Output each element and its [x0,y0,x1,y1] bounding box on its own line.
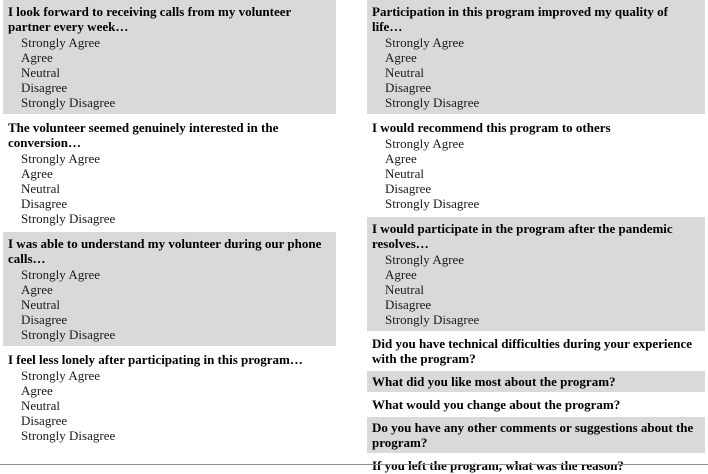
likert-option: Strongly Disagree [385,95,480,110]
question-block [3,232,336,346]
likert-option: Neutral [385,65,424,80]
question-text: Participation in this program improved my quality of life… [372,4,668,34]
likert-option: Agree [21,50,53,65]
likert-option: Neutral [21,181,60,196]
likert-option: Strongly Agree [21,35,101,50]
question-block [367,217,705,331]
likert-options [372,136,699,211]
likert-option: Disagree [21,413,68,428]
question-block [367,394,705,415]
likert-option: Strongly Agree [385,136,465,151]
likert-option: Strongly Disagree [21,95,116,110]
question-text: I would participate in the program after the pandemic resolves… [372,221,673,251]
question-text: I was able to understand my volunteer during our phone calls… [8,236,322,266]
right-column [367,0,705,474]
survey-columns [3,0,705,474]
likert-option: Disagree [385,297,432,312]
likert-option: Agree [21,282,53,297]
likert-option: Strongly Disagree [21,211,116,226]
likert-option: Strongly Agree [385,252,465,267]
likert-option: Neutral [385,282,424,297]
likert-option: Agree [385,267,417,282]
question-text: What did you like most about the program? [372,374,616,389]
likert-option: Strongly Agree [21,368,101,383]
likert-option: Neutral [21,297,60,312]
question-text: I feel less lonely after participating in this program… [8,352,303,367]
likert-option: Strongly Disagree [385,312,480,327]
likert-options [8,368,330,443]
likert-option: Strongly Agree [385,35,465,50]
likert-option: Strongly Agree [21,267,101,282]
question-text: The volunteer seemed genuinely interested in the conversion… [8,120,279,150]
likert-options [8,267,330,342]
likert-option: Agree [385,50,417,65]
likert-option: Strongly Disagree [21,428,116,443]
question-block [367,116,705,215]
question-block [367,371,705,392]
likert-options [372,252,699,327]
question-text: Do you have any other comments or suggestions about the program? [372,420,694,450]
likert-options [8,151,330,226]
question-text: Did you have technical difficulties during your experience with the program? [372,336,693,366]
likert-option: Neutral [21,65,60,80]
likert-options [372,35,699,110]
table-bottom-rule [0,464,708,465]
question-block [367,0,705,114]
likert-option: Neutral [21,398,60,413]
likert-option: Agree [21,166,53,181]
likert-option: Agree [21,383,53,398]
likert-option: Disagree [385,80,432,95]
question-block [367,417,705,453]
likert-option: Strongly Agree [21,151,101,166]
question-block [367,333,705,369]
question-block [3,348,336,447]
likert-option: Agree [385,151,417,166]
question-text: If you left the program, what was the reason? [372,458,624,473]
likert-option: Neutral [385,166,424,181]
likert-option: Disagree [21,312,68,327]
likert-option: Disagree [21,80,68,95]
likert-option: Strongly Disagree [385,196,480,211]
question-text: What would you change about the program? [372,397,621,412]
question-block [3,0,336,114]
question-block [3,116,336,230]
likert-option: Strongly Disagree [21,327,116,342]
likert-option: Disagree [21,196,68,211]
question-text: I look forward to receiving calls from my volunteer partner every week… [8,4,292,34]
likert-option: Disagree [385,181,432,196]
question-text: I would recommend this program to others [372,120,611,135]
left-column [3,0,336,474]
likert-options [8,35,330,110]
